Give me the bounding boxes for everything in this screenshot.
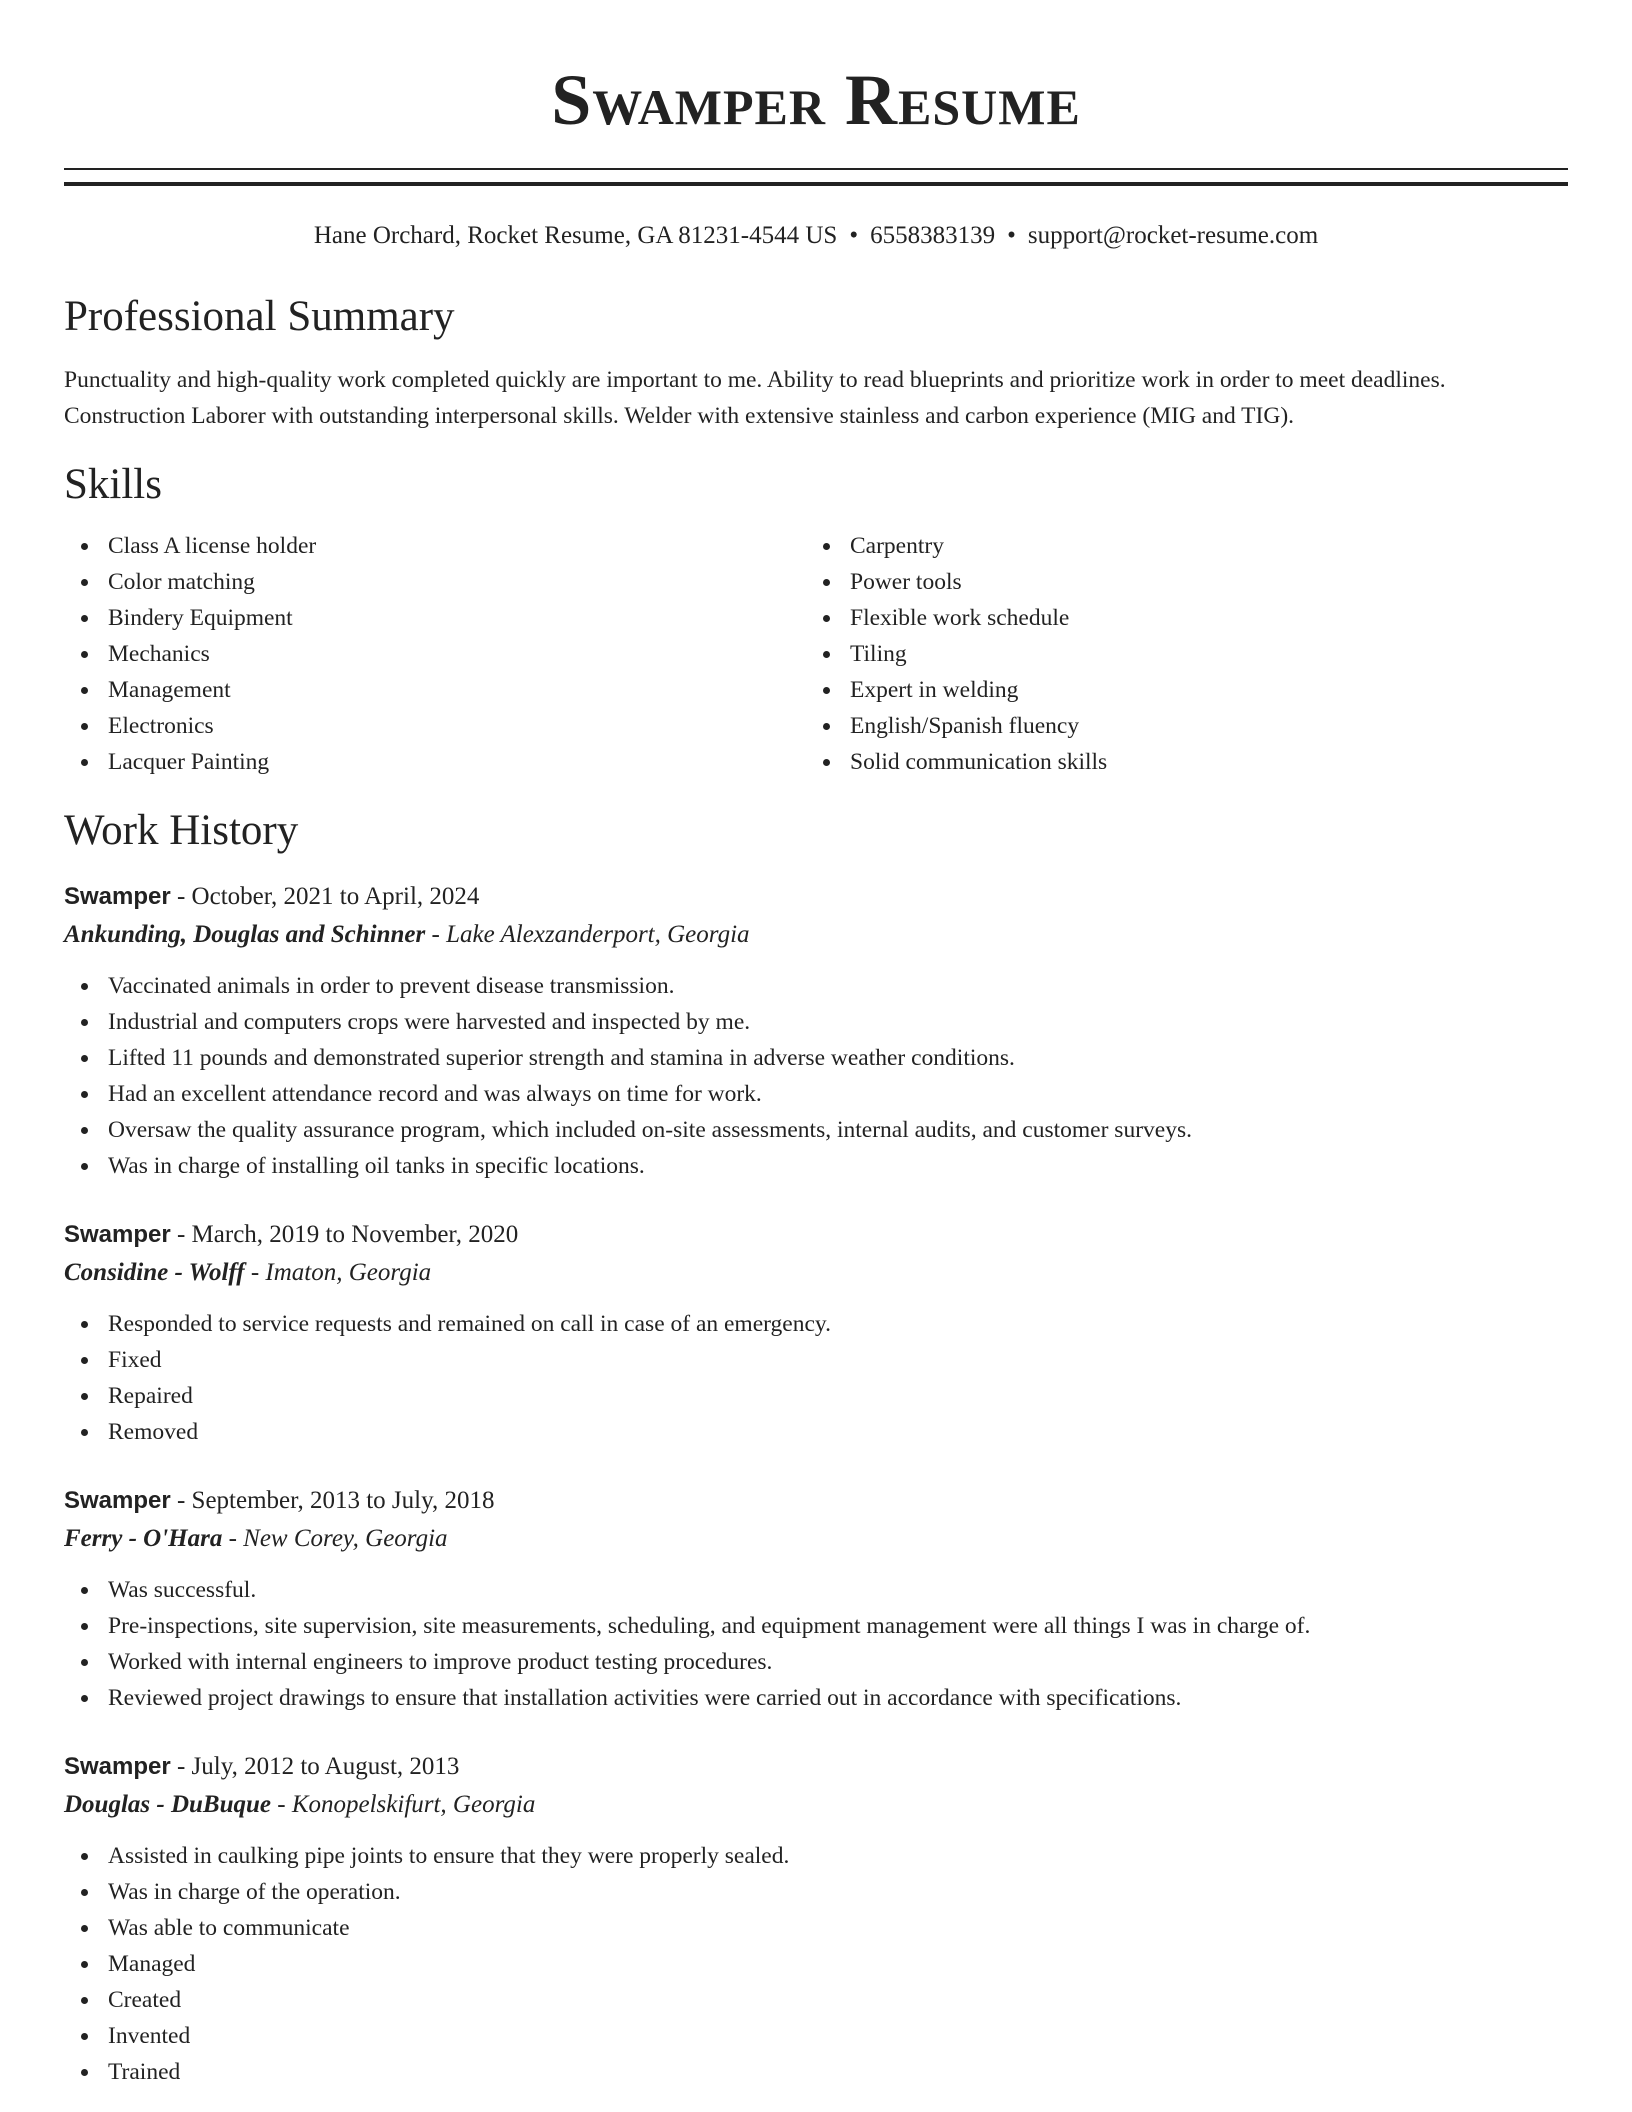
job-location: - New Corey, Georgia	[222, 1525, 448, 1552]
skills-columns	[64, 528, 1568, 780]
job-role: Swamper	[64, 883, 171, 910]
job-entry	[64, 1216, 1568, 1450]
job-duty: Managed	[64, 1946, 1568, 1982]
job-dates: - October, 2021 to April, 2024	[170, 883, 480, 910]
skills-list-left	[64, 528, 806, 780]
job-duty: Was in charge of installing oil tanks in specific locations.	[64, 1148, 1568, 1184]
skill-item: Tiling	[806, 636, 1548, 672]
skill-item: Management	[64, 672, 806, 708]
job-duties	[64, 968, 1568, 1184]
contact-separator: •	[849, 222, 859, 249]
resume-title: Swamper Resume	[551, 60, 1081, 140]
job-dates: - September, 2013 to July, 2018	[170, 1487, 495, 1514]
skill-item: Solid communication skills	[806, 744, 1548, 780]
job-duty: Oversaw the quality assurance program, which included on-site assessments, internal audits, and customer surveys.	[64, 1112, 1568, 1148]
job-company-line	[64, 916, 1568, 954]
job-duty: Was in charge of the operation.	[64, 1874, 1568, 1910]
skill-item: Bindery Equipment	[64, 600, 806, 636]
job-dates: - July, 2012 to August, 2013	[170, 1753, 460, 1780]
job-duty: Lifted 11 pounds and demonstrated superior strength and stamina in adverse weather conditions.	[64, 1040, 1568, 1076]
job-duties	[64, 1306, 1568, 1450]
job-company: Ferry - O'Hara	[64, 1525, 223, 1552]
job-role: Swamper	[64, 1221, 171, 1248]
job-entry	[64, 1748, 1568, 2090]
skill-item: Mechanics	[64, 636, 806, 672]
job-duty: Removed	[64, 1414, 1568, 1450]
skill-item: Carpentry	[806, 528, 1548, 564]
job-dates: - March, 2019 to November, 2020	[170, 1221, 519, 1248]
job-company: Ankunding, Douglas and Schinner	[64, 921, 426, 948]
summary-heading: Professional Summary	[64, 293, 455, 340]
job-duty: Was able to communicate	[64, 1910, 1568, 1946]
skill-item: Lacquer Painting	[64, 744, 806, 780]
job-duty: Pre-inspections, site supervision, site measurements, scheduling, and equipment management were all things I was in charge of.	[64, 1608, 1568, 1644]
job-entry	[64, 878, 1568, 1184]
skill-item: English/Spanish fluency	[806, 708, 1548, 744]
job-duty: Industrial and computers crops were harvested and inspected by me.	[64, 1004, 1568, 1040]
job-duty: Vaccinated animals in order to prevent disease transmission.	[64, 968, 1568, 1004]
job-duty: Reviewed project drawings to ensure that installation activities were carried out in accordance with specifications.	[64, 1680, 1568, 1716]
job-duty: Assisted in caulking pipe joints to ensure that they were properly sealed.	[64, 1838, 1568, 1874]
job-title-line	[64, 1216, 1568, 1254]
job-duties	[64, 1572, 1568, 1716]
skills-heading: Skills	[64, 461, 162, 508]
job-duty: Trained	[64, 2054, 1568, 2090]
job-location: - Konopelskifurt, Georgia	[271, 1791, 536, 1818]
resume-page	[64, 0, 1568, 2090]
job-title-line	[64, 1482, 1568, 1520]
job-title-line	[64, 878, 1568, 916]
job-role: Swamper	[64, 1487, 171, 1514]
job-duty: Worked with internal engineers to improve product testing procedures.	[64, 1644, 1568, 1680]
skill-item: Flexible work schedule	[806, 600, 1548, 636]
skills-list-right	[806, 528, 1548, 780]
contact-phone: 6558383139	[870, 222, 996, 249]
contact-line	[64, 220, 1568, 252]
job-duty: Responded to service requests and remained on call in case of an emergency.	[64, 1306, 1568, 1342]
job-duty: Repaired	[64, 1378, 1568, 1414]
job-location: - Lake Alexzanderport, Georgia	[425, 921, 750, 948]
job-company-line	[64, 1786, 1568, 1824]
skill-item: Class A license holder	[64, 528, 806, 564]
job-company-line	[64, 1520, 1568, 1558]
job-company-line	[64, 1254, 1568, 1292]
job-company: Considine - Wolff	[64, 1259, 245, 1286]
skill-item: Color matching	[64, 564, 806, 600]
skill-item: Power tools	[806, 564, 1548, 600]
skill-item: Electronics	[64, 708, 806, 744]
job-duty: Created	[64, 1982, 1568, 2018]
job-title-line	[64, 1748, 1568, 1786]
contact-email: support@rocket-resume.com	[1027, 222, 1319, 249]
contact-separator: •	[1007, 222, 1016, 249]
job-duty: Was successful.	[64, 1572, 1568, 1608]
job-entry	[64, 1482, 1568, 1716]
job-location: - Imaton, Georgia	[244, 1259, 432, 1286]
job-duty: Invented	[64, 2018, 1568, 2054]
title-divider	[64, 168, 1568, 186]
job-role: Swamper	[64, 1753, 171, 1780]
job-duty: Fixed	[64, 1342, 1568, 1378]
skill-item: Expert in welding	[806, 672, 1548, 708]
job-company: Douglas - DuBuque	[64, 1791, 271, 1818]
work-history-heading: Work History	[64, 807, 299, 854]
job-duty: Had an excellent attendance record and was always on time for work.	[64, 1076, 1568, 1112]
summary-text: Punctuality and high-quality work completed quickly are important to me. Ability to read blueprints and prioritize work in order to meet deadlines. Construction Laborer with outstanding interpersonal skills. Welder with extensive stainless and carbon experience (MIG and TIG).	[64, 367, 1446, 429]
job-duties	[64, 1838, 1568, 2090]
contact-address: Hane Orchard, Rocket Resume, GA 81231-4544 US	[313, 222, 838, 249]
